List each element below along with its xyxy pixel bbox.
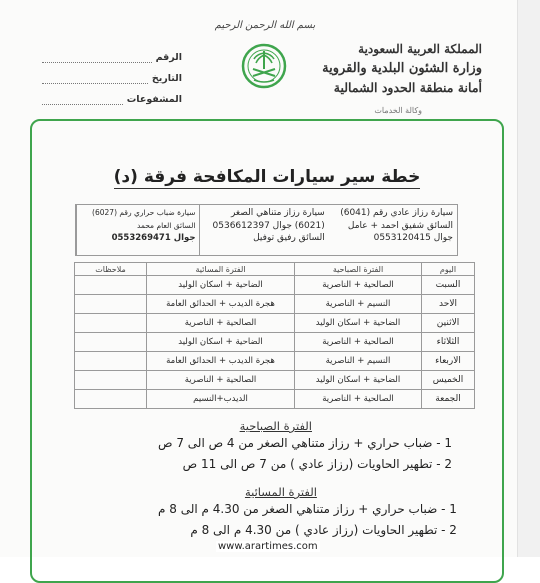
morning-cell: النسيم + الناصرية — [295, 295, 422, 314]
page-title-text: خطة سير سيارات المكافحة فرقة (د) — [113, 167, 421, 187]
day-cell: الثلاثاء — [422, 333, 475, 352]
letterhead-ministry — [307, 40, 482, 120]
evening-item: 2 - تطهير الحاويات (رزاز عادي ) من 4.30 م الى 8 م — [190, 523, 457, 537]
table-row — [75, 295, 475, 314]
morning-cell: الضاحية + اسكان الوليد — [295, 371, 422, 390]
col-header-notes: ملاحظات — [75, 263, 147, 276]
field-label: المشفوعات — [126, 94, 182, 105]
day-cell: السبت — [422, 276, 475, 295]
evening-cell: هجرة الديدب + الحدائق العامة — [147, 352, 295, 371]
field-line — [42, 50, 152, 63]
page-title — [32, 167, 502, 187]
evening-section — [158, 485, 457, 541]
evening-cell: الضاحية + اسكان الوليد — [147, 333, 295, 352]
field-line — [42, 71, 148, 84]
agency-name: وكالة الخدمات — [374, 106, 422, 115]
col-header-morning: الفترة الصباحية — [295, 263, 422, 276]
kingdom-name: المملكة العربية السعودية — [358, 42, 482, 56]
day-cell: الجمعة — [422, 390, 475, 409]
notes-cell — [75, 276, 147, 295]
table-row — [75, 390, 475, 409]
ministry-name: وزارة الشئون البلدية والقروية — [322, 61, 482, 76]
vehicle-name: سيارة رزاز عادي رقم (6041) — [340, 208, 453, 218]
emblem-icon — [240, 42, 288, 90]
day-cell: الاثنين — [422, 314, 475, 333]
field-attachments — [42, 84, 182, 105]
table-row — [75, 352, 475, 371]
evening-cell: الصالحية + الناصرية — [147, 314, 295, 333]
reference-fields — [42, 42, 182, 105]
morning-section — [158, 419, 452, 475]
watermark-text: www.arartimes.com — [218, 541, 318, 552]
evening-cell: الديدب+النسيم — [147, 390, 295, 409]
table-row — [75, 333, 475, 352]
notes-cell — [75, 352, 147, 371]
field-line — [42, 92, 123, 105]
vehicle-name: سيارة رزاز متناهي الصغر — [230, 208, 325, 218]
day-cell: الخميس — [422, 371, 475, 390]
col-header-day: اليوم — [422, 263, 475, 276]
evening-cell: هجرة الديدب + الحدائق العامة — [147, 295, 295, 314]
vehicle-cell-6041 — [329, 205, 457, 255]
page-edge — [517, 0, 540, 557]
morning-item: 2 - تطهير الحاويات (رزاز عادي ) من 7 ص الى 11 ص — [182, 457, 452, 471]
col-header-evening: الفترة المسائية — [147, 263, 295, 276]
table-row — [75, 314, 475, 333]
schedule-table — [74, 262, 475, 409]
day-cell: الاحد — [422, 295, 475, 314]
vehicle-cell-6021 — [199, 205, 328, 255]
morning-cell: الصالحية + الناصرية — [295, 333, 422, 352]
evening-cell: الصالحية + الناصرية — [147, 371, 295, 390]
field-date — [42, 63, 182, 84]
morning-cell: النسيم + الناصرية — [295, 352, 422, 371]
table-row — [75, 371, 475, 390]
morning-cell: الضاحية + اسكان الوليد — [295, 314, 422, 333]
content-frame — [30, 119, 504, 583]
notes-cell — [75, 371, 147, 390]
vehicle-driver: السائق شفيق احمد + عامل — [347, 220, 453, 231]
field-number — [42, 42, 182, 63]
notes-cell — [75, 333, 147, 352]
vehicle-driver: السائق العام محمد — [136, 220, 196, 230]
municipality-name: أمانة منطقة الحدود الشمالية — [333, 80, 482, 95]
vehicles-box — [75, 204, 458, 256]
morning-section-title: الفترة الصباحية — [239, 419, 312, 433]
field-label: الرقم — [155, 52, 182, 63]
vehicle-driver: السائق رفيق توفيل — [253, 233, 325, 243]
morning-item: 1 - ضباب حراري + رزاز متناهي الصغر من 4 ص الى 7 ص — [158, 436, 452, 450]
evening-cell: الضاحية + اسكان الوليد — [147, 276, 295, 295]
vehicle-name: سيارة ضباب حراري رقم (6027) — [92, 208, 196, 217]
notes-cell — [75, 314, 147, 333]
evening-item: 1 - ضباب حراري + رزاز متناهي الصغر من 4.30 م الى 8 م — [158, 502, 457, 516]
notes-cell — [75, 295, 147, 314]
morning-cell: الصالحية + الناصرية — [295, 390, 422, 409]
day-cell: الاربعاء — [422, 352, 475, 371]
vehicle-cell-6027 — [76, 205, 199, 255]
vehicle-phone: جوال 0553269471 — [111, 233, 196, 243]
notes-cell — [75, 390, 147, 409]
morning-cell: الصالحية + الناصرية — [295, 276, 422, 295]
vehicle-phone: (6021) جوال 0536612397 — [212, 220, 325, 231]
table-row — [75, 276, 475, 295]
evening-section-title: الفترة المسائية — [244, 485, 317, 499]
vehicle-phone: جوال 0553120415 — [373, 233, 453, 243]
table-header-row — [75, 263, 475, 276]
basmala: بسم الله الرحمن الرحيم — [214, 20, 316, 31]
field-label: التاريخ — [151, 73, 182, 84]
